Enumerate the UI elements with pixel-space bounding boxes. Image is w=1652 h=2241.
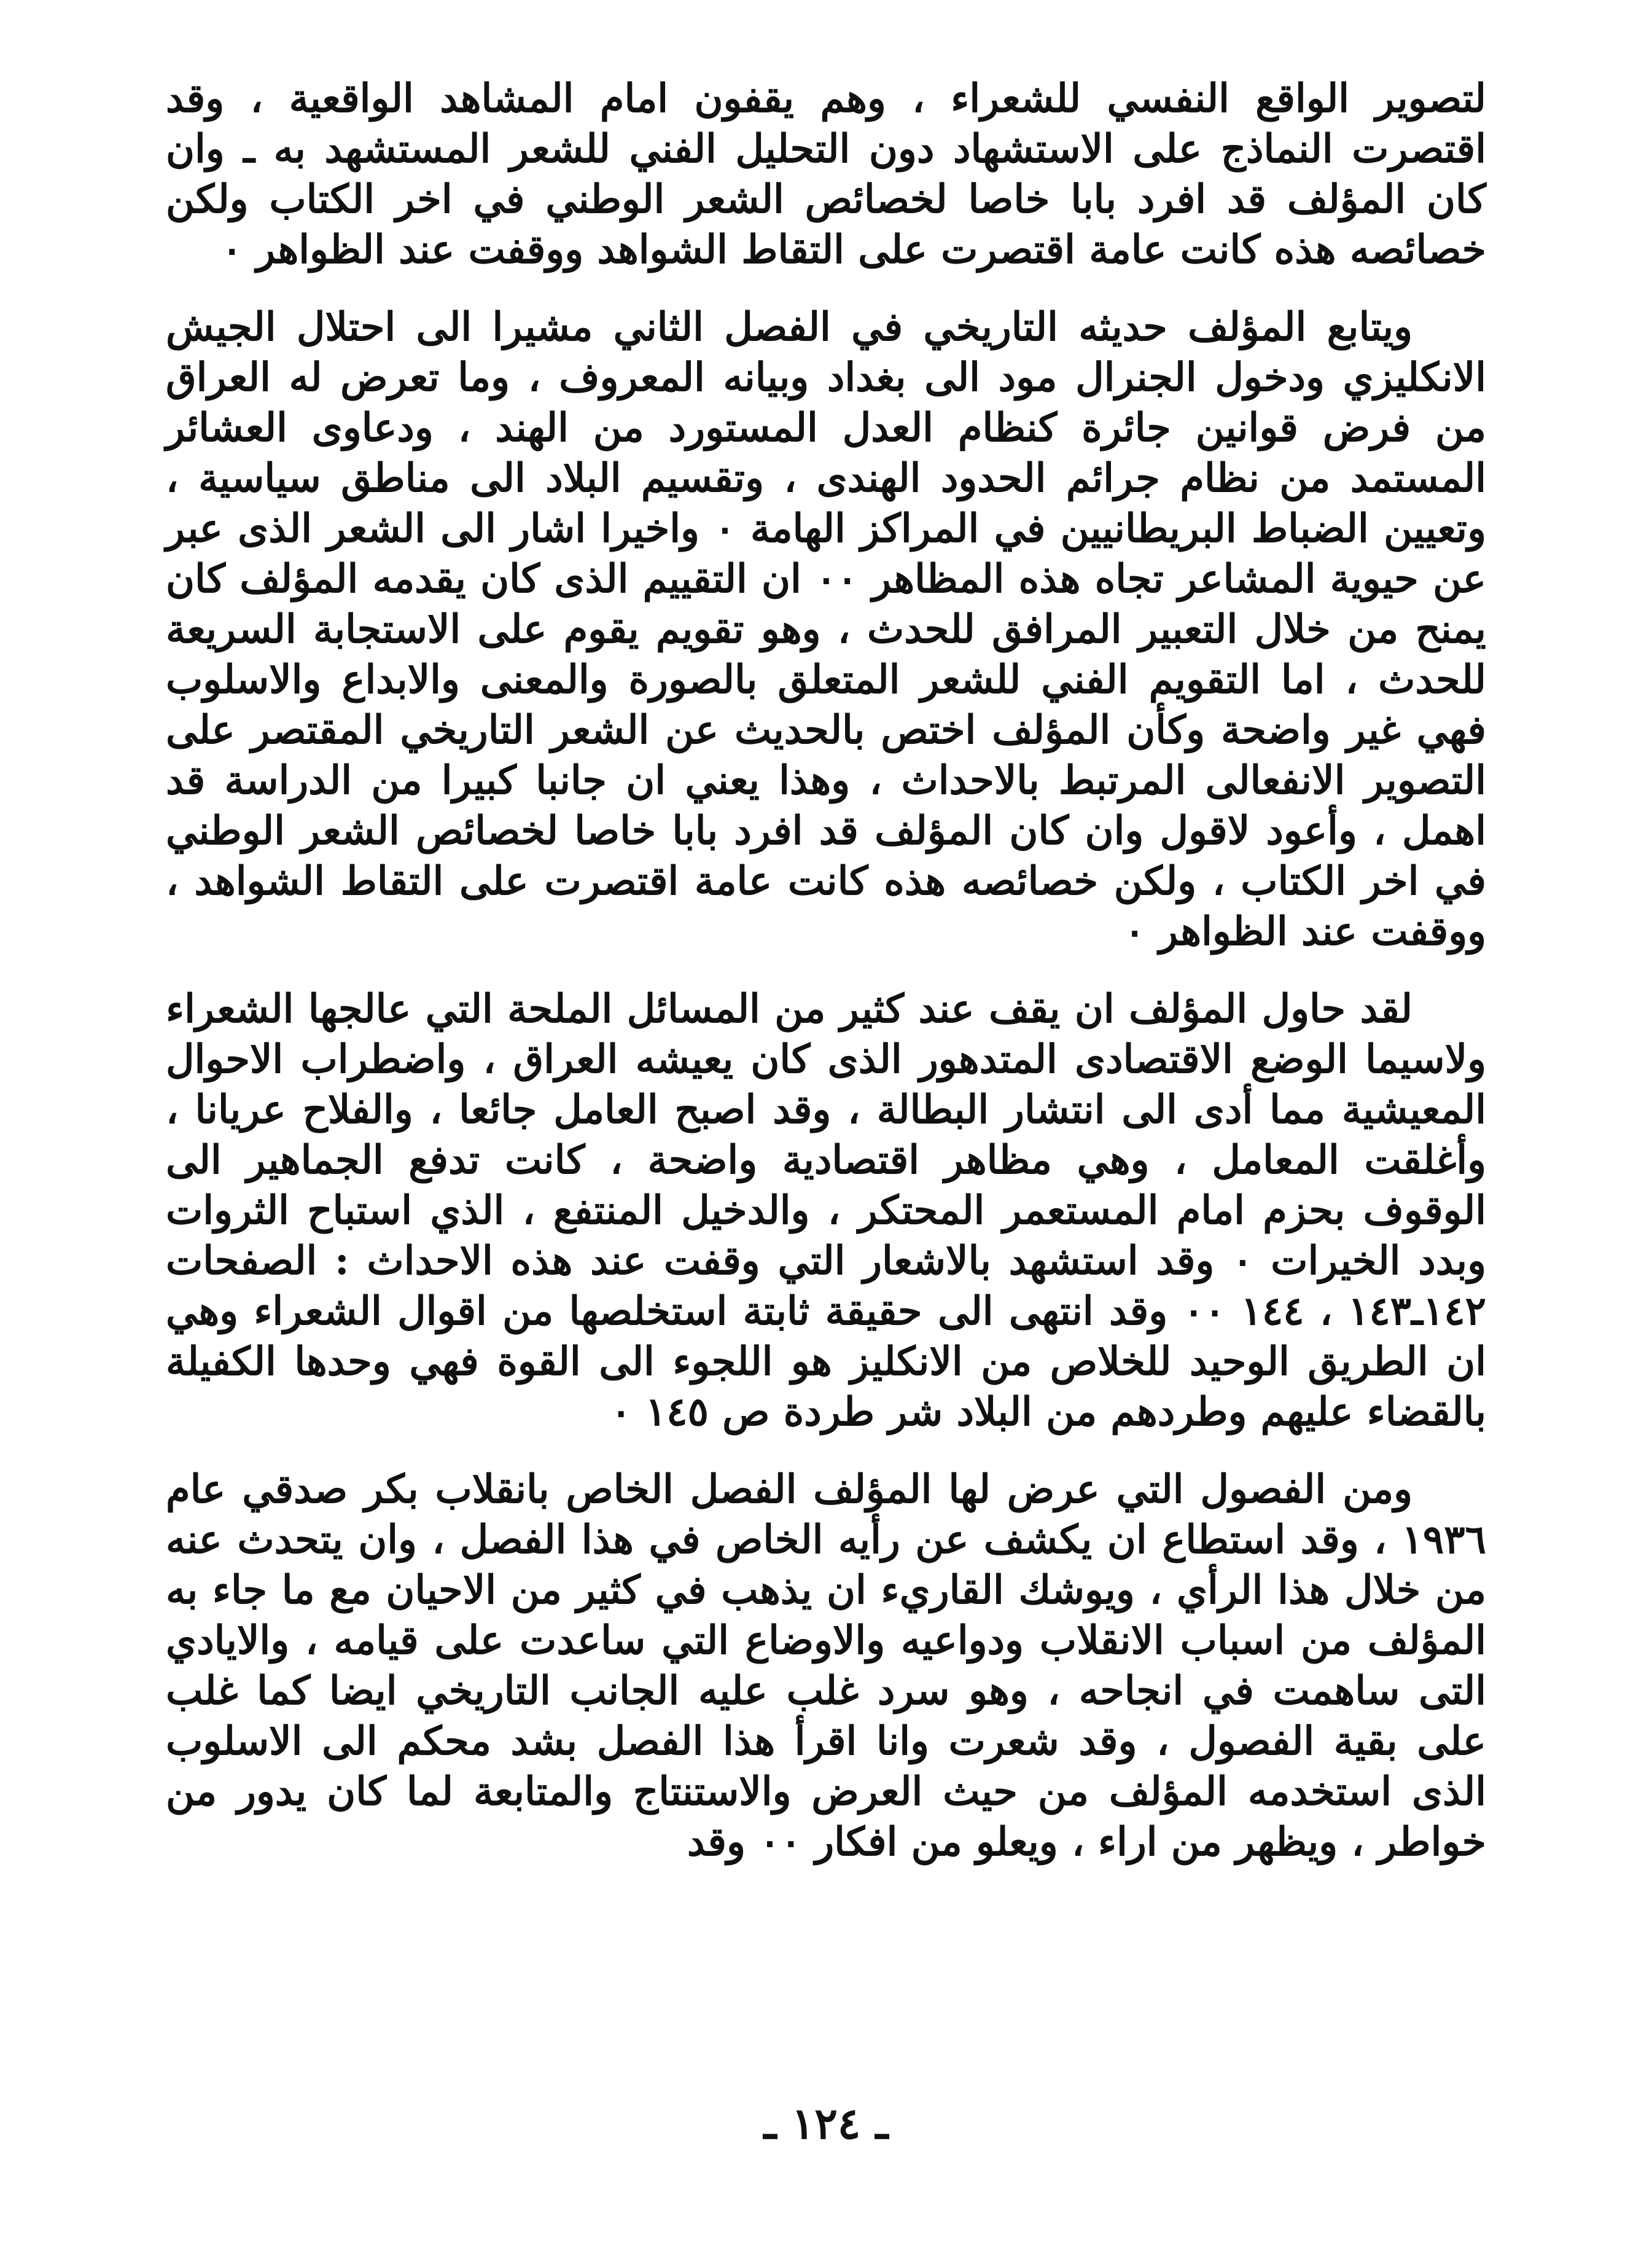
paragraph-4: ومن الفصول التي عرض لها المؤلف الفصل الخاص بانقلاب بكر صدقي عام ١٩٣٦ ، وقد استطاع ان يكشف عن رأيه الخاص في هذا الفصل ، وان يتحدث عنه من خلال هذا الرأي ، ويوشك القاريء ان يذهب في كثير من الاحيان مع ما جاء به المؤلف من اسباب الانقلاب ودواعيه والاوضاع التي ساعدت على قيامه ، والايادي التى ساهمت في انجاحه ، وهو سرد غلب عليه الجانب التاريخي ايضا كما غلب على بقية الفصول ، وقد شعرت وانا اقرأ هذا الفصل بشد محكم الى الاسلوب الذى استخدمه المؤلف من حيث العرض والاستنتاج والمتابعة لما كان يدور من خواطر ، ويظهر من اراء ، ويعلو من افكار ٠٠ وقد [166,1466,1487,1865]
paragraph-3: لقد حاول المؤلف ان يقف عند كثير من المسائل الملحة التي عالجها الشعراء ولاسيما الوضع الاقتصادى المتدهور الذى كان يعيشه العراق ، واضطراب الاحوال المعيشية مما أدى الى انتشار البطالة ، وقد اصبح العامل جائعا ، والفلاح عريانا ، وأغلقت المعامل ، وهي مظاهر اقتصادية واضحة ، كانت تدفع الجماهير الى الوقوف بحزم امام المستعمر المحتكر ، والدخيل المنتفع ، الذي استباح الثروات وبدد الخيرات ٠ وقد استشهد بالاشعار التي وقفت عند هذه الاحداث : الصفحات ١٤٢ـ١٤٣ ، ١٤٤ ٠٠ وقد انتهى الى حقيقة ثابتة استخلصها من اقوال الشعراء وهي ان الطريق الوحيد للخلاص من الانكليز هو اللجوء الى القوة فهي وحدها الكفيلة بالقضاء عليهم وطردهم من البلاد شر طردة ص ١٤٥ ٠ [166,986,1487,1435]
paragraph-1: لتصوير الواقع النفسي للشعراء ، وهم يقفون امام المشاهد الواقعية ، وقد اقتصرت النماذج على الاستشهاد دون التحليل الفني للشعر المستشهد به ـ وان كان المؤلف قد افرد بابا خاصا لخصائص الشعر الوطني في اخر الكتاب ولكن خصائصه هذه كانت عامة اقتصرت على التقاط الشواهد ووقفت عند الظواهر ٠ [166,76,1487,273]
page-number: ـ ١٢٤ ـ [763,2098,889,2149]
body-text [166,74,1486,1895]
paragraph-2: ويتابع المؤلف حديثه التاريخي في الفصل الثاني مشيرا الى احتلال الجيش الانكليزي ودخول الجنرال مود الى بغداد وبيانه المعروف ، وما تعرض له العراق من فرض قوانين جائرة كنظام العدل المستورد من الهند ، ودعاوى العشائر المستمد من نظام جرائم الحدود الهندى ، وتقسيم البلاد الى مناطق سياسية ، وتعيين الضباط البريطانيين في المراكز الهامة ٠ واخيرا اشار الى الشعر الذى عبر عن حيوية المشاعر تجاه هذه المظاهر ٠٠ ان التقييم الذى كان يقدمه المؤلف كان يمنح من خلال التعبير المرافق للحدث ، وهو تقويم يقوم على الاستجابة السريعة للحدث ، اما التقويم الفني للشعر المتعلق بالصورة والمعنى والابداع والاسلوب فهي غير واضحة وكأن المؤلف اختص بالحديث عن الشعر التاريخي المقتصر على التصوير الانفعالى المرتبط بالاحداث ، وهذا يعني ان جانبا كبيرا من الدراسة قد اهمل ، وأعود لاقول وان كان المؤلف قد افرد بابا خاصا لخصائص الشعر الوطني في اخر الكتاب ، ولكن خصائصه هذه كانت عامة اقتصرت على التقاط الشواهد ، ووقفت عند الظواهر ٠ [166,304,1487,955]
